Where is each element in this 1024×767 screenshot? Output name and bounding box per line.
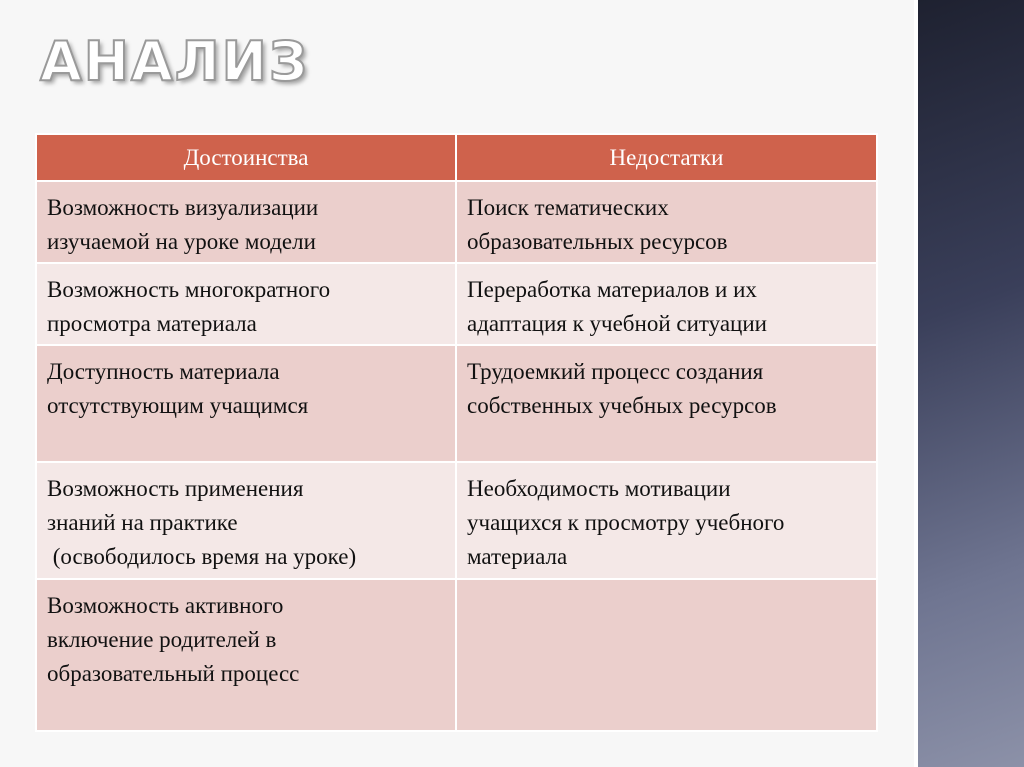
disadvantage-cell <box>456 345 877 462</box>
advantage-cell <box>36 462 456 579</box>
advantage-cell <box>36 263 456 345</box>
advantage-cell <box>36 345 456 462</box>
table-row <box>36 181 877 263</box>
cell-line: собственных учебных ресурсов <box>467 393 777 418</box>
cell-line: адаптация к учебной ситуации <box>467 311 767 336</box>
header-advantages: Достоинства <box>36 134 456 181</box>
disadvantage-cell <box>456 462 877 579</box>
cell-line: материала <box>467 544 568 569</box>
disadvantage-cell-empty <box>456 579 877 731</box>
slide-title: АНАЛИЗ <box>40 30 310 93</box>
cell-line: Поиск тематических <box>467 195 669 220</box>
cell-line: просмотра материала <box>47 311 257 336</box>
cell-line: изучаемой на уроке модели <box>47 229 316 254</box>
cell-line: образовательный процесс <box>47 661 300 686</box>
cell-line: Доступность материала <box>47 359 280 384</box>
header-disadvantages: Недостатки <box>456 134 877 181</box>
cell-line: образовательных ресурсов <box>467 229 728 254</box>
cell-line: Переработка материалов и их <box>467 277 757 302</box>
cell-line: включение родителей в <box>47 627 277 652</box>
cell-line: (освободилось время на уроке) <box>47 544 357 569</box>
cell-line: Возможность визуализации <box>47 195 319 220</box>
cell-line: Необходимость мотивации <box>467 476 731 501</box>
cell-line: Возможность применения <box>47 476 304 501</box>
table-row <box>36 345 877 462</box>
cell-line: отсутствующим учащимся <box>47 393 309 418</box>
disadvantage-cell <box>456 181 877 263</box>
table-row <box>36 462 877 579</box>
decorative-side-panel <box>914 0 1024 767</box>
cell-line: знаний на практике <box>47 510 238 535</box>
disadvantage-cell <box>456 263 877 345</box>
advantage-cell <box>36 579 456 731</box>
table-header-row <box>36 134 877 181</box>
table-row <box>36 263 877 345</box>
cell-line: Возможность активного <box>47 593 284 618</box>
table-row <box>36 579 877 731</box>
cell-line: Возможность многократного <box>47 277 331 302</box>
analysis-table <box>35 133 878 732</box>
cell-line: учащихся к просмотру учебного <box>467 510 785 535</box>
cell-line: Трудоемкий процесс создания <box>467 359 764 384</box>
advantage-cell <box>36 181 456 263</box>
